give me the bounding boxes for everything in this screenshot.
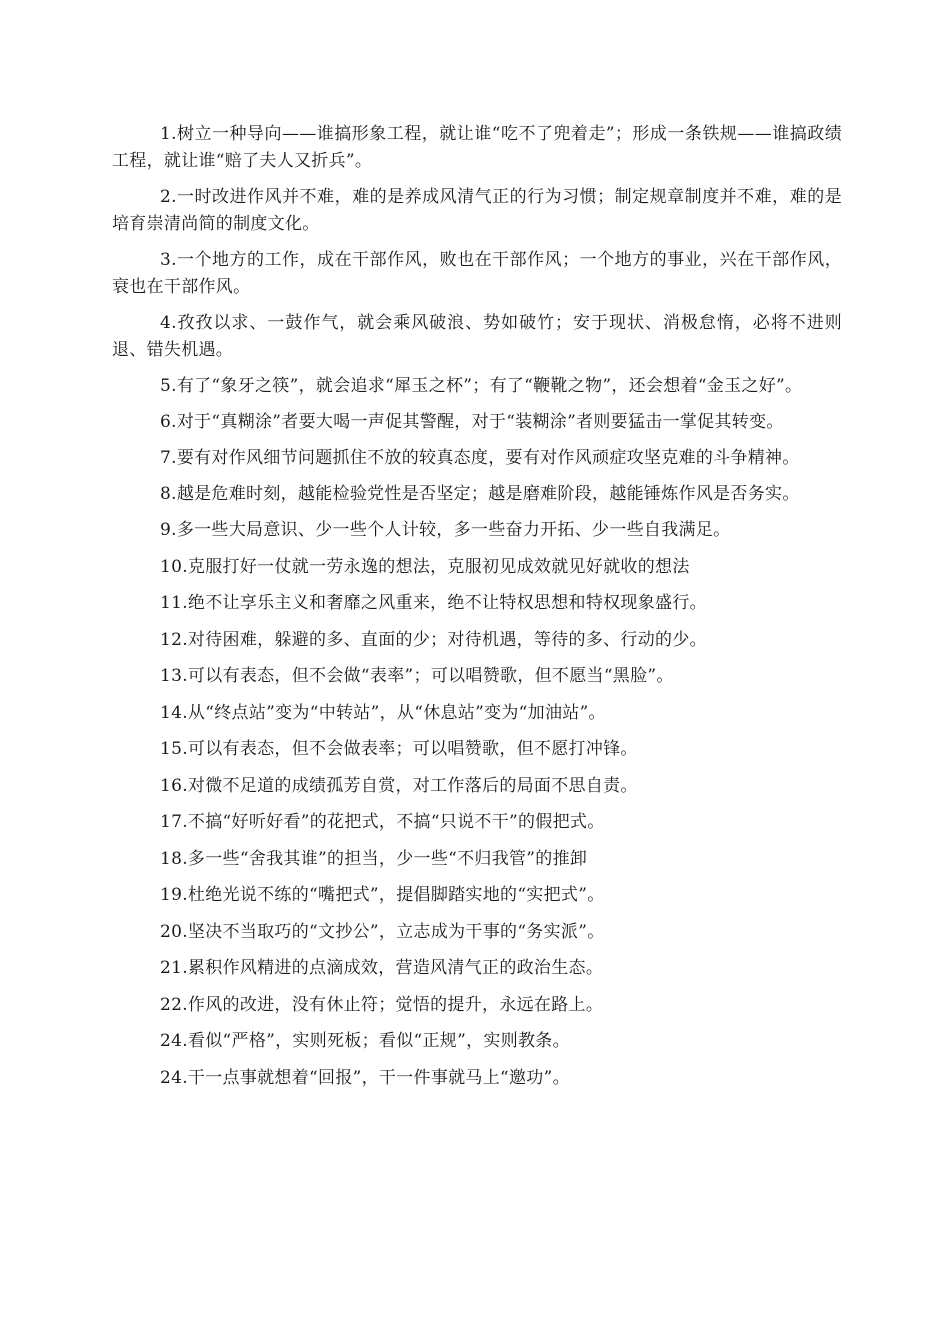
list-item: 21.累积作风精进的点滴成效，营造风清气正的政治生态。 xyxy=(160,958,604,978)
list-item: 22.作风的改进，没有休止符；觉悟的提升，永远在路上。 xyxy=(160,994,604,1015)
list-item: 7.要有对作风细节问题抓住不放的较真态度，要有对作风顽症攻坚克难的斗争精神。 xyxy=(160,448,800,468)
list-item: 17.不搞“好听好看”的花把式，不搞“只说不干”的假把式。 xyxy=(160,812,605,832)
list-item: 20.坚决不当取巧的“文抄公”，立志成为干事的“务实派”。 xyxy=(160,921,605,942)
list-item: 8.越是危难时刻，越能检验党性是否坚定；越是磨难阶段，越能锤炼作风是否务实。 xyxy=(160,484,800,504)
list-item: 10.克服打好一仗就一劳永逸的想法，克服初见成效就见好就收的想法 xyxy=(160,556,690,577)
list-item: 11.绝不让享乐主义和奢靡之风重来，绝不让特权思想和特权现象盛行。 xyxy=(160,593,707,613)
list-item: 24.看似“严格”，实则死板；看似“正规”，实则教条。 xyxy=(160,1031,570,1051)
list-item: 12.对待困难，躲避的多、直面的少；对待机遇，等待的多、行动的少。 xyxy=(160,629,707,650)
list-item: 9.多一些大局意识、少一些个人计较，多一些奋力开拓、少一些自我满足。 xyxy=(160,520,731,540)
list-item: 19.杜绝光说不练的“嘴把式”，提倡脚踏实地的“实把式”。 xyxy=(160,885,605,905)
list-item: 13.可以有表态，但不会做“表率”；可以唱赞歌，但不愿当“黑脸”。 xyxy=(160,666,674,686)
list-item: 1.树立一种导向——谁搞形象工程，就让谁“吃不了兜着走”；形成一条铁规——谁搞政绩工程，就让谁“赔了夫人又折兵”。 xyxy=(112,124,842,171)
list-item: 4.孜孜以求、一鼓作气，就会乘风破浪、势如破竹；安于现状、消极怠惰，必将不进则退、错失机遇。 xyxy=(112,313,842,360)
list-item: 14.从“终点站”变为“中转站”，从“休息站”变为“加油站”。 xyxy=(160,702,606,723)
list-item: 3.一个地方的工作，成在干部作风，败也在干部作风；一个地方的事业，兴在干部作风，衰也在干部作风。 xyxy=(112,250,842,297)
list-item: 18.多一些“舍我其谁”的担当，少一些“不归我管”的推卸 xyxy=(160,848,588,869)
list-item: 16.对微不足道的成绩孤芳自赏，对工作落后的局面不思自责。 xyxy=(160,775,638,796)
list-item: 15.可以有表态，但不会做表率；可以唱赞歌，但不愿打冲锋。 xyxy=(160,739,638,759)
list-item: 24.干一点事就想着“回报”，干一件事就马上“邀功”。 xyxy=(160,1067,570,1088)
list-item: 5.有了“象牙之筷”，就会追求“犀玉之杯”；有了“鞭靴之物”，还会想着“金玉之好”。 xyxy=(160,376,803,396)
list-item: 2.一时改进作风并不难，难的是养成风清气正的行为习惯；制定规章制度并不难，难的是培育崇清尚简的制度文化。 xyxy=(112,187,842,234)
list-item: 6.对于“真糊涂”者要大喝一声促其警醒，对于“装糊涂”者则要猛击一掌促其转变。 xyxy=(160,412,784,432)
document-body xyxy=(112,121,842,1101)
